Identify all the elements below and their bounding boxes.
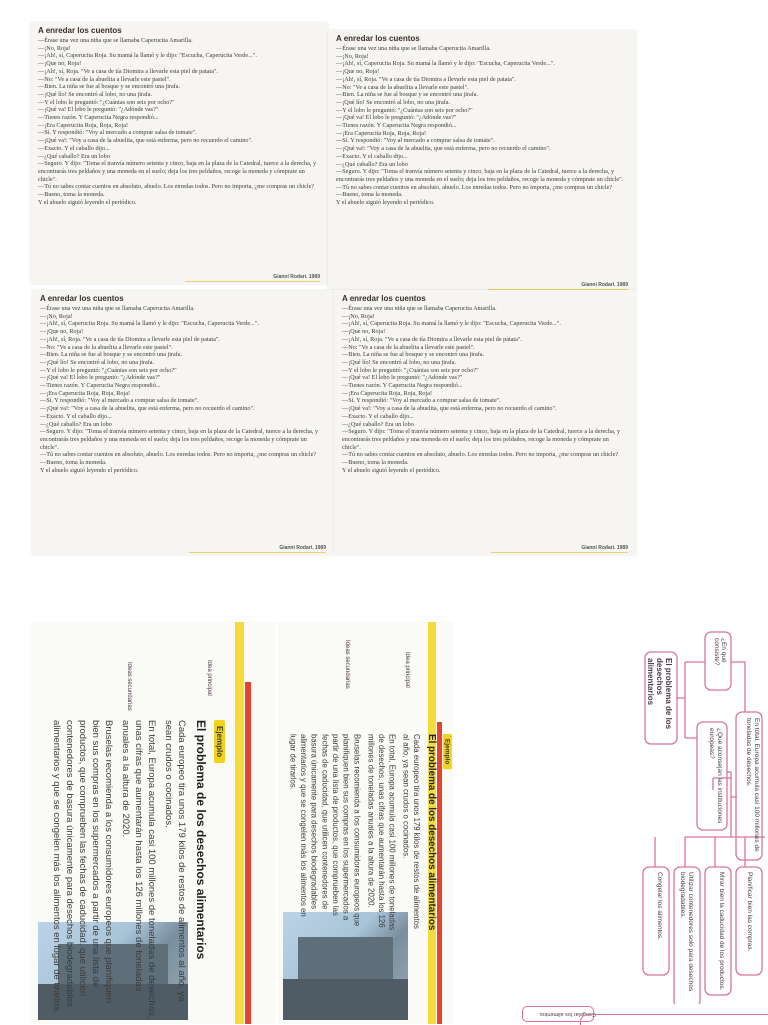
- story-line: —¡Era Caperucita Roja, Roja, Roja!: [342, 389, 433, 397]
- textbook-heading: El problema de los desechos alimentarios: [194, 720, 208, 960]
- story-line: —¡Qué va!: "Voy a casa de la abuelita, que está enferma, pero no recuerdo el camino".: [38, 137, 253, 145]
- textbook-page-1: [30, 622, 275, 1024]
- red-margin-bar: [245, 682, 251, 1024]
- story-line: —¡Qué va! El lobo le preguntó: "¿Adónde vas?": [38, 106, 159, 114]
- story-line: —¡Qué lío! Se encontró al lobo, no una jirafa.: [38, 90, 153, 98]
- story-line: —Sí. Y respondió: "Voy al mercado a comprar salsa de tomate".: [40, 397, 199, 405]
- story-line: —Tú no sabes contar cuentos en absoluto, abuelo. Los enredas todos. Pero no importa, ¿me compras un chicle?: [342, 451, 619, 459]
- textbook-paragraph-2: En total, Europa acumula casi 100 millones de toneladas de desechos, unas cifras que aumentarán hasta los 126 millones de toneladas anuales a la altura de 2020.: [120, 720, 157, 1019]
- story-line: —Sí. Y respondió: "Voy al mercado a comprar salsa de tomate".: [336, 137, 495, 145]
- divider: [491, 552, 628, 553]
- story-line: —¡Qué va!: "Voy a casa de la abuelita, que está enferma, pero no recuerdo el camino".: [336, 145, 551, 153]
- story-scan-4: [334, 290, 636, 555]
- story-line: Y el abuelo siguió leyendo el periódico.: [336, 199, 435, 207]
- story-line: —¡Qué lío! Se encontró al lobo, no una jirafa.: [342, 358, 457, 366]
- story-line: —No: "Ve a casa de la abuelita a llevarle este pastel".: [40, 343, 173, 351]
- story-line: —Érase una vez una niña que se llamaba Caperucita Amarilla.: [336, 45, 491, 52]
- label-secondary-ideas: Ideas secundarias: [344, 640, 350, 689]
- story-line: —Tú no sabes contar cuentos en absoluto, abuelo. Los enredas todos. Pero no importa, ¿me compras un chicle?: [40, 451, 317, 459]
- example-tag: Ejemplo: [214, 720, 225, 763]
- story-line: —¡Qué va! El lobo le preguntó: "¿Adónde vas?": [40, 374, 161, 382]
- textbook-paragraph-1: Cada europeo tira unos 179 kilos de restos de alimentos al año, ya sean crudos o cocinados.: [163, 720, 187, 1002]
- map-tip-text-4: Congelar los alimentos.: [656, 872, 663, 940]
- story-title: A enredar los cuentos: [40, 294, 124, 303]
- story-line: —¡Ah!, sí, Caperucita Roja. Su mamá la llamó y le dijo: "Escucha, Caperucita Verde...".: [342, 320, 561, 328]
- story-line: —¿Qué caballo? Era un lobo: [342, 420, 414, 428]
- map-q1-branch: [731, 662, 745, 712]
- story-line: —¡Qué va! El lobo le preguntó: "¿Adónde vas?": [342, 374, 463, 382]
- story-author: Gianni Rodari. 1989: [273, 274, 320, 280]
- story-line: —¡Ah!, sí, Roja. "Ve a casa de tía Diomira a llevarle esta piel de patata".: [38, 67, 218, 75]
- story-block: [334, 290, 636, 551]
- textbook-content: [284, 734, 453, 931]
- story-block: [30, 22, 328, 280]
- textbook-paragraph-2: En total, Europa acumula casi 100 millones de toneladas de desechos, unas cifras que aumentarán hasta los 126 millones de toneladas anuales a la altura de 2020.: [365, 734, 397, 931]
- story-line: —Exacto. Y el caballo dijo...: [40, 412, 112, 420]
- story-author: Gianni Rodari. 1989: [581, 282, 628, 288]
- story-line: —¡Que no, Roja!: [342, 328, 386, 336]
- map-root-text: El problema de los desechos alimentarios: [646, 658, 673, 730]
- textbook-heading: El problema de los desechos alimentarios: [426, 734, 438, 931]
- yellow-margin-bar: [235, 622, 244, 1024]
- map-tip-text-1: Planificar bien las compras.: [746, 872, 753, 952]
- story-lines: [38, 37, 320, 206]
- story-scan-1: [30, 22, 328, 284]
- story-line: —No: "Ve a casa de la abuelita a llevarle este pastel".: [336, 83, 469, 91]
- story-block: [32, 290, 334, 551]
- story-line: —¡Era Caperucita Roja, Roja, Roja!: [336, 129, 427, 137]
- story-line: —¡Ah!, sí, Roja. "Ve a casa de tía Diomira a llevarle esta piel de patata".: [336, 75, 516, 83]
- textbook-paragraph-1: Cada europeo tira unos 179 kilos de restos de alimentos al año, ya sean crudos o cocinados.: [401, 734, 421, 929]
- story-line: Y el abuelo siguió leyendo el periódico.: [342, 466, 441, 474]
- fragment-curve: [580, 1014, 768, 1025]
- story-line: —Exacto. Y el caballo dijo...: [342, 412, 414, 420]
- story-line: —Bien. La niña se fue al bosque y se encontró una jirafa.: [336, 91, 479, 99]
- story-line: —Tienes razón. Y Caperucita Negra respondió...: [40, 382, 161, 390]
- story-line: —Érase una vez una niña que se llamaba Caperucita Amarilla.: [342, 305, 497, 312]
- story-line: —¡Qué va!: "Voy a casa de la abuelita, que está enferma, pero no recuerdo el camino".: [342, 405, 557, 413]
- building-shape: [283, 979, 408, 1020]
- story-line: —¡Ah!, sí, Roja. "Ve a casa de tía Diomira a llevarle esta piel de patata".: [40, 335, 220, 343]
- fragment-text: Congelar los alimentos.: [538, 1011, 596, 1017]
- story-line: —¿Qué caballo? Era un lobo: [336, 160, 408, 168]
- story-line: —Seguro. Y dijo: "Toma el tranvía número setenta y cinco, baja en la plaza de la Catedral, tuerce a la derecha, y encontrarás tres peldaños y una moneda en el suelo; deja los tres peldaños, recoge la moneda y cómprate un chicle".: [40, 428, 319, 451]
- story-line: —¡No, Roja!: [336, 52, 369, 60]
- story-line: —¡Qué lío! Se encontró al lobo, no una jirafa.: [336, 98, 451, 106]
- story-lines: [336, 45, 628, 207]
- label-main-idea: Idea principal: [404, 652, 410, 688]
- story-line: —Tienes razón. Y Caperucita Negra respondió...: [38, 114, 159, 122]
- story-scan-3: [32, 290, 334, 555]
- story-line: —No: "Ve a casa de la abuelita a llevarle este pastel".: [38, 75, 171, 83]
- story-line: —Sí. Y respondió: "Voy al mercado a comprar salsa de tomate".: [38, 129, 197, 137]
- story-line: —¡Que no, Roja!: [38, 60, 82, 68]
- story-line: —Sí. Y respondió: "Voy al mercado a comprar salsa de tomate".: [342, 397, 501, 405]
- story-line: —Exacto. Y el caballo dijo...: [38, 144, 110, 152]
- concept-map: [555, 622, 768, 1024]
- story-line: —¡Qué va! El lobo le preguntó: "¿Adónde vas?": [336, 114, 457, 122]
- story-block: [328, 30, 636, 288]
- divider: [185, 281, 320, 282]
- story-line: —Exacto. Y el caballo dijo...: [336, 152, 408, 160]
- story-title: A enredar los cuentos: [342, 294, 426, 303]
- story-line: —Bien. La niña se fue al bosque y se encontró una jirafa.: [38, 83, 181, 91]
- story-line: —¿Qué caballo? Era un lobo: [38, 152, 110, 160]
- story-line: —Tú no sabes contar cuentos en absoluto, abuelo. Los enredas todos. Pero no importa, ¿me compras un chicle?: [38, 183, 315, 191]
- story-line: —¡Ah!, sí, Caperucita Roja. Su mamá la llamó y le dijo: "Escucha, Caperucita Verde...".: [336, 60, 555, 68]
- label-secondary-ideas: Ideas secundarias: [126, 662, 132, 711]
- story-line: —Y el lobo le preguntó: "¿Cuántas son seis por ocho?": [342, 366, 479, 374]
- story-author: Gianni Rodari. 1989: [279, 545, 326, 551]
- label-main-idea: Idea principal: [206, 660, 212, 696]
- story-line: —Y el lobo le preguntó: "¿Cuántas son seis por ocho?": [38, 98, 175, 106]
- map-tip-text-3: Utilizar contenedores solo para desechos biodegradables.: [679, 872, 694, 992]
- story-line: —¡Ah!, sí, Roja. "Ve a casa de tía Diomira a llevarle esta piel de patata".: [342, 335, 522, 343]
- story-line: —¡Que no, Roja!: [40, 328, 84, 336]
- story-lines: [342, 305, 628, 474]
- story-line: —Seguro. Y dijo: "Toma el tranvía número setenta y cinco, baja en la plaza de la Catedral, tuerce a la derecha, y encontrarás tres peldaños y una moneda en el suelo; deja los tres peldaños, recoge la moneda y cómprate un chicle".: [342, 428, 621, 451]
- story-line: —Bueno, toma la moneda.: [40, 459, 107, 467]
- story-line: —Bien. La niña se fue al bosque y se encontró una jirafa.: [342, 351, 485, 359]
- story-line: —¡No, Roja!: [38, 44, 71, 52]
- story-line: —No: "Ve a casa de la abuelita a llevarle este pastel".: [342, 343, 475, 351]
- building-shape: [298, 937, 393, 979]
- story-line: —Y el lobo le preguntó: "¿Cuántas son seis por ocho?": [40, 366, 177, 374]
- concept-map-fragment: [520, 1004, 768, 1024]
- story-line: —Bueno, toma la moneda.: [342, 459, 409, 467]
- story-line: Y el abuelo siguió leyendo el periódico.: [38, 198, 137, 206]
- textbook-content: [46, 720, 230, 1020]
- story-line: —Bien. La niña se fue al bosque y se encontró una jirafa.: [40, 351, 183, 359]
- story-title: A enredar los cuentos: [336, 34, 420, 43]
- story-line: —Bueno, toma la moneda.: [336, 191, 403, 199]
- story-line: —Seguro. Y dijo: "Toma el tranvía número setenta y cinco, baja en la plaza de la Catedral, tuerce a la derecha, y encontrarás tres peldaños y una moneda en el suelo; deja los tres peldaños, recoge la moneda y cómprate un chicle".: [38, 160, 317, 183]
- story-line: —¡Era Caperucita Roja, Roja, Roja!: [38, 121, 129, 129]
- story-line: —¡Era Caperucita Roja, Roja, Roja!: [40, 389, 131, 397]
- story-line: —Tienes razón. Y Caperucita Negra respondió...: [342, 382, 463, 390]
- story-scan-2: [328, 30, 636, 292]
- map-q2-text: ¿Qué aconsejan las instituciones europeas?: [708, 728, 723, 824]
- story-line: —¡Que no, Roja!: [336, 68, 380, 76]
- textbook-paragraph-3: Bruselas recomienda a los consumidores europeos que planifiquen bien sus compras en los supermercados a partir de una lista de productos, que comprueben las fechas de caducidad, que utilicen contenedores de basura únicamente para desechos biodegradables alimentarios y que se congelen más los alimentos en lugar de tirarlos.: [51, 720, 114, 1014]
- map-a1-text: En total, Europa acumula casi 100 millones de toneladas de desechos.: [745, 718, 760, 852]
- story-line: —Érase una vez una niña que se llamaba Caperucita Amarilla.: [38, 37, 193, 44]
- story-line: —Y el lobo le preguntó: "¿Cuántas son seis por ocho?": [336, 106, 473, 114]
- story-line: —Seguro. Y dijo: "Toma el tranvía número setenta y cinco, baja en la plaza de la Catedral, tuerce a la derecha, y encontrarás tres peldaños y una moneda en el suelo; deja los tres peldaños, recoge la moneda y cómprate un chicle".: [336, 168, 624, 183]
- story-line: —Tienes razón. Y Caperucita Negra respondió...: [336, 122, 457, 130]
- story-line: —¡Qué lío! Se encontró al lobo, no una jirafa.: [40, 358, 155, 366]
- story-lines: [40, 305, 326, 474]
- story-line: —Tú no sabes contar cuentos en absoluto, abuelo. Los enredas todos. Pero no importa, ¿me compras un chicle?: [336, 183, 613, 191]
- divider: [189, 552, 326, 553]
- textbook-page-2: [278, 622, 453, 1024]
- story-line: —¡Ah!, sí, Caperucita Roja. Su mamá la llamó y le dijo: "Escucha, Caperucita Verde...".: [38, 52, 257, 60]
- story-line: —¡Ah!, sí, Caperucita Roja. Su mamá la llamó y le dijo: "Escucha, Caperucita Verde...".: [40, 320, 259, 328]
- textbook-paragraph-3: Bruselas recomienda a los consumidores europeos que planifiquen bien sus compras en los supermercados a partir de una lista de productos, que comprueben las fechas de caducidad, que utilicen contenedores de basura únicamente para desechos biodegradables alimentarios y que se congelen más los alimentos en lugar de tirarlos.: [287, 734, 361, 927]
- example-tag: Ejemplo: [443, 734, 452, 769]
- story-author: Gianni Rodari. 1989: [581, 545, 628, 551]
- story-line: Y el abuelo siguió leyendo el periódico.: [40, 466, 139, 474]
- story-line: —¡No, Roja!: [40, 312, 73, 320]
- story-line: —¡Qué va!: "Voy a casa de la abuelita, que está enferma, pero no recuerdo el camino".: [40, 405, 255, 413]
- story-line: —¿Qué caballo? Era un lobo: [40, 420, 112, 428]
- story-line: —Bueno, toma la moneda.: [38, 191, 105, 199]
- map-q1-text: ¿En qué consiste?: [713, 638, 727, 666]
- map-root-branch: [677, 662, 705, 738]
- story-line: —Érase una vez una niña que se llamaba Caperucita Amarilla.: [40, 305, 195, 312]
- story-line: —¡No, Roja!: [342, 312, 375, 320]
- story-title: A enredar los cuentos: [38, 26, 122, 35]
- map-tip-text-2: Mirar bien la caducidad de los productos.: [718, 872, 725, 991]
